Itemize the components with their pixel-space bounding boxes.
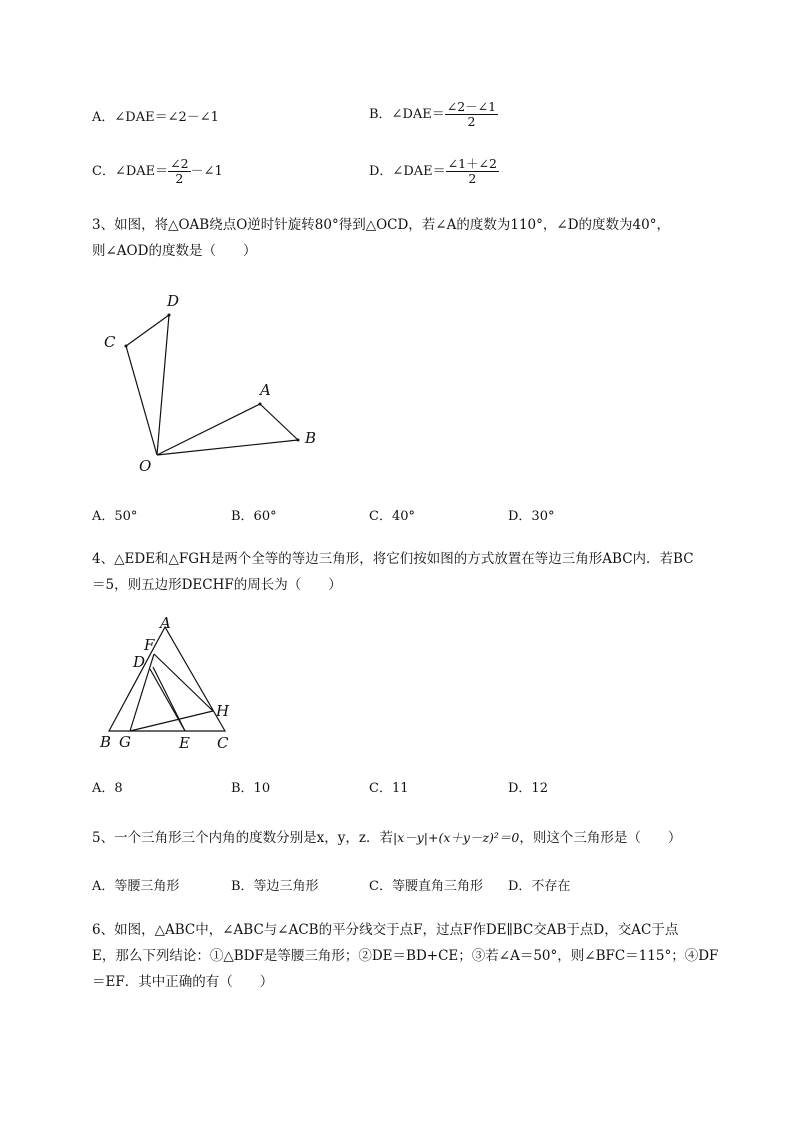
q3-segment-AB bbox=[260, 404, 298, 440]
q3-text-line1: 3、如图，将△OAB绕点O逆时针旋转80°得到△OCD，若∠A的度数为110°，∠D的度数为40°， bbox=[92, 217, 670, 233]
q2-option-b-fraction bbox=[445, 100, 498, 129]
q2-option-d-fraction bbox=[446, 157, 499, 186]
q3-label-O: O bbox=[139, 457, 152, 475]
q6-text-line3: ＝EF．其中正确的有（ ） bbox=[92, 974, 274, 990]
q4-text-line2: ＝5，则五边形DECHF的周长为（ ） bbox=[92, 577, 342, 593]
q4-option-c: C．11 bbox=[369, 781, 409, 796]
q3-point-C bbox=[125, 345, 128, 348]
q4-option-d: D．12 bbox=[508, 781, 548, 796]
q2-option-a-expr: ＝∠2－∠1 bbox=[154, 110, 219, 125]
q4-segment-FH bbox=[154, 654, 213, 711]
q3-segment-OB bbox=[157, 440, 298, 455]
q5-option-d: D．不存在 bbox=[508, 879, 571, 894]
q2-option-b-label: B．∠DAE＝ bbox=[369, 107, 445, 122]
q2-option-d bbox=[369, 157, 499, 186]
q5-text-part1: 5、一个三角形三个内角的度数分别是x，y，z．若 bbox=[92, 830, 393, 846]
q2-option-b-numerator: ∠2－∠1 bbox=[446, 99, 497, 114]
q2-option-b bbox=[369, 100, 498, 129]
q3-segment-OA bbox=[157, 404, 260, 455]
q5-option-b: B．等边三角形 bbox=[231, 879, 319, 894]
q2-option-a-label: A．∠DAE bbox=[92, 110, 155, 125]
q4-label-B: B bbox=[100, 733, 112, 751]
q3-label-A: A bbox=[260, 381, 271, 399]
q3-figure bbox=[95, 285, 335, 480]
q4-label-D: D bbox=[133, 653, 146, 671]
q2-option-c-tail: －∠1 bbox=[190, 164, 223, 179]
q3-point-A bbox=[259, 403, 262, 406]
q6-text-line2: E，那么下列结论：①△BDF是等腰三角形；②DE＝BD+CE；③若∠A＝50°，则∠BFC＝115°；④DF bbox=[92, 948, 719, 964]
q3-label-D: D bbox=[167, 292, 180, 310]
q4-figure bbox=[95, 612, 245, 754]
q2-option-d-numerator: ∠1＋∠2 bbox=[447, 156, 497, 171]
q4-label-A: A bbox=[160, 614, 171, 632]
q4-label-F: F bbox=[144, 636, 155, 654]
q4-segment-GH bbox=[130, 711, 213, 731]
q4-label-G: G bbox=[119, 733, 131, 751]
q3-segment-CD bbox=[126, 315, 169, 346]
q4-label-C: C bbox=[217, 734, 229, 752]
q4-label-E: E bbox=[179, 734, 190, 752]
q2-option-c-numerator: ∠2 bbox=[170, 156, 189, 171]
q5-option-c: C．等腰直角三角形 bbox=[369, 879, 483, 894]
q2-option-b-denominator: 2 bbox=[467, 114, 476, 129]
q3-option-b: B．60° bbox=[231, 509, 277, 524]
q3-option-d: D．30° bbox=[508, 509, 555, 524]
q2-option-a bbox=[92, 108, 219, 128]
q5-formula: |x－y|+(x＋y－z)²＝0 bbox=[392, 830, 520, 845]
q2-option-d-denominator: 2 bbox=[468, 171, 477, 186]
q2-option-c-label: C．∠DAE＝ bbox=[92, 164, 169, 179]
q3-option-c: C．40° bbox=[369, 509, 415, 524]
q3-point-D bbox=[168, 314, 171, 317]
q4-label-H: H bbox=[216, 702, 230, 720]
q3-text-line2: 则∠AOD的度数是（ ） bbox=[92, 243, 257, 259]
q2-option-c-fraction bbox=[168, 157, 190, 186]
q2-option-d-label: D．∠DAE＝ bbox=[369, 164, 446, 179]
q4-triangle-ABC bbox=[109, 627, 225, 731]
q5-text-line1 bbox=[92, 828, 681, 848]
q4-option-a: A．8 bbox=[92, 781, 123, 796]
q3-label-B: B bbox=[305, 429, 317, 447]
q3-point-B bbox=[297, 439, 300, 442]
q5-option-a: A．等腰三角形 bbox=[92, 879, 180, 894]
q4-option-b: B．10 bbox=[231, 781, 271, 796]
q6-text-line1: 6、如图，△ABC中，∠ABC与∠ACB的平分线交于点F，过点F作DE∥BC交AB于点D，交AC于点 bbox=[92, 922, 679, 938]
q2-option-c bbox=[92, 157, 223, 186]
q2-option-c-denominator: 2 bbox=[175, 171, 184, 186]
q4-text-line1: 4、△EDE和△FGH是两个全等的等边三角形，将它们按如图的方式放置在等边三角形ABC内．若BC bbox=[92, 551, 694, 567]
q5-text-part2: ，则这个三角形是（ ） bbox=[519, 830, 682, 846]
q3-label-C: C bbox=[104, 333, 116, 351]
q3-option-a: A．50° bbox=[92, 509, 138, 524]
q3-segment-OC bbox=[126, 346, 157, 455]
q3-segment-OD bbox=[157, 315, 169, 455]
